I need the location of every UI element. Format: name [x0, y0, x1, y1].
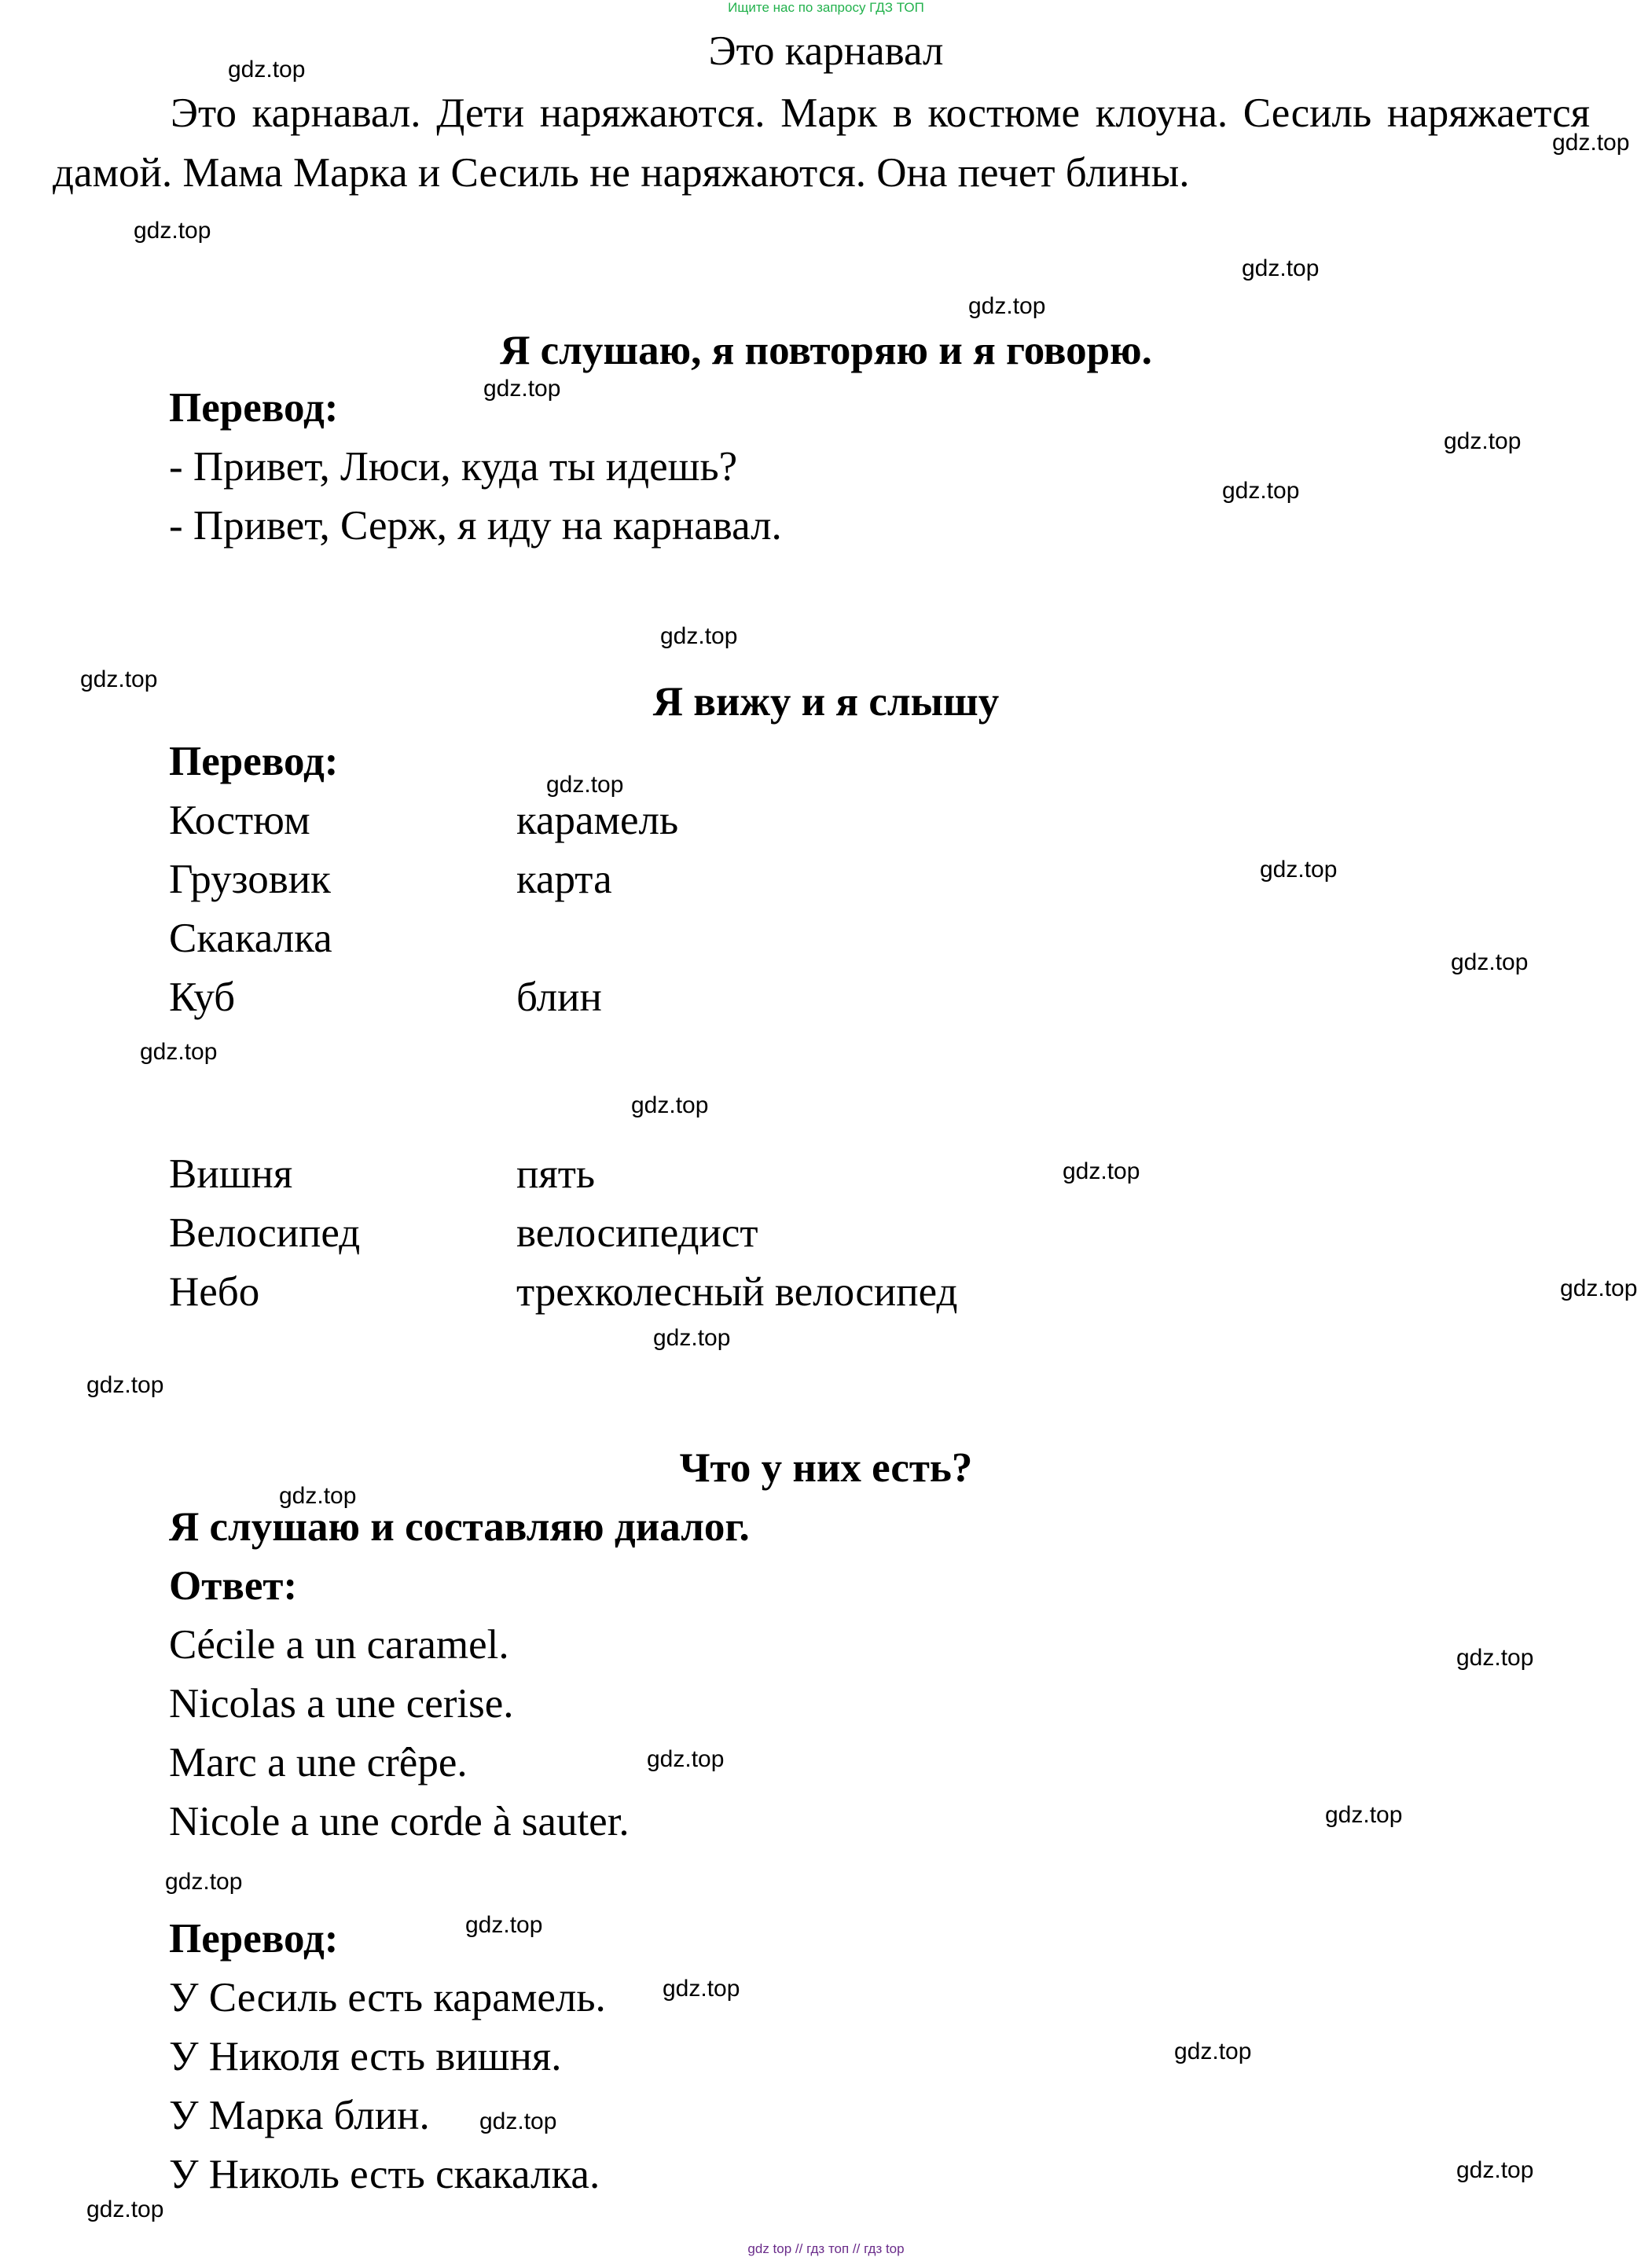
watermark: gdz.top — [134, 218, 211, 244]
watermark: gdz.top — [483, 376, 561, 402]
translation-line: У Марка блин. — [169, 2093, 430, 2138]
translation-line: У Николь есть скакалка. — [169, 2152, 600, 2197]
watermark: gdz.top — [1456, 1645, 1534, 1671]
translation-line: У Николя есть вишня. — [169, 2034, 562, 2079]
watermark: gdz.top — [80, 666, 158, 692]
watermark: gdz.top — [228, 57, 306, 83]
watermark: gdz.top — [1451, 949, 1529, 975]
intro-paragraph: Это карнавал. Дети наряжаются. Марк в костюме клоуна. Сесиль наряжается дамой. Мама Марка и Сесиль не наряжаются. Она печет блины. — [53, 90, 1590, 196]
section3-subheading: Я слушаю и составляю диалог. — [169, 1504, 750, 1550]
section1-heading: Я слушаю, я повторяю и я говорю. — [500, 328, 1152, 373]
watermark: gdz.top — [465, 1912, 543, 1938]
section3-heading: Что у них есть? — [679, 1445, 973, 1491]
watermark: gdz.top — [653, 1325, 731, 1351]
watermark: gdz.top — [1325, 1802, 1403, 1828]
page-title: Это карнавал — [708, 28, 944, 74]
word-ru: Небо — [169, 1269, 260, 1315]
section2-heading: Я вижу и я слышу — [652, 679, 1000, 725]
watermark: gdz.top — [279, 1483, 357, 1509]
watermark: gdz.top — [1174, 2039, 1252, 2064]
watermark: gdz.top — [86, 1372, 164, 1398]
section1-label: Перевод: — [169, 385, 339, 431]
word-ru: Вишня — [169, 1151, 293, 1197]
watermark: gdz.top — [546, 772, 624, 798]
word-ru: трехколесный велосипед — [516, 1269, 958, 1315]
watermark: gdz.top — [1260, 857, 1338, 883]
word-ru: Костюм — [169, 798, 310, 843]
watermark: gdz.top — [660, 623, 738, 649]
word-ru: блин — [516, 974, 602, 1020]
answer-line: Cécile a un caramel. — [169, 1622, 509, 1668]
word-ru: карта — [516, 857, 612, 902]
watermark: gdz.top — [968, 293, 1046, 319]
watermark: gdz.top — [631, 1092, 709, 1118]
word-ru: Куб — [169, 974, 236, 1020]
top-banner: Ищите нас по запросу ГДЗ ТОП — [728, 0, 924, 15]
answer-line: Nicole a une corde à sauter. — [169, 1799, 630, 1844]
answer-line: Nicolas a une cerise. — [169, 1681, 514, 1727]
watermark: gdz.top — [140, 1039, 218, 1065]
watermark: gdz.top — [663, 1976, 740, 2002]
watermark: gdz.top — [479, 2108, 557, 2134]
answer-label: Ответ: — [169, 1563, 298, 1609]
watermark: gdz.top — [1456, 2157, 1534, 2183]
word-ru: Грузовик — [169, 857, 331, 902]
section2-label: Перевод: — [169, 739, 339, 784]
watermark: gdz.top — [1242, 255, 1320, 281]
dialog-line: - Привет, Люси, куда ты идешь? — [169, 444, 738, 490]
word-ru: Скакалка — [169, 916, 332, 961]
watermark: gdz.top — [1063, 1158, 1140, 1184]
watermark: gdz.top — [1560, 1275, 1638, 1301]
watermark: gdz.top — [1222, 478, 1300, 504]
watermark: gdz.top — [1552, 130, 1630, 156]
watermark: gdz.top — [165, 1869, 243, 1895]
watermark: gdz.top — [647, 1746, 725, 1772]
answer-line: Marc a une crêpe. — [169, 1740, 468, 1785]
translation-line: У Сесиль есть карамель. — [169, 1975, 606, 2020]
dialog-line: - Привет, Серж, я иду на карнавал. — [169, 503, 782, 549]
word-ru: пять — [516, 1151, 596, 1197]
translation-label: Перевод: — [169, 1916, 339, 1962]
word-ru: велосипедист — [516, 1210, 758, 1256]
word-ru: карамель — [516, 798, 679, 843]
watermark: gdz.top — [86, 2196, 164, 2222]
bottom-banner: gdz top // гдз топ // гдз top — [747, 2241, 905, 2256]
watermark: gdz.top — [1444, 428, 1522, 454]
word-ru: Велосипед — [169, 1210, 361, 1256]
